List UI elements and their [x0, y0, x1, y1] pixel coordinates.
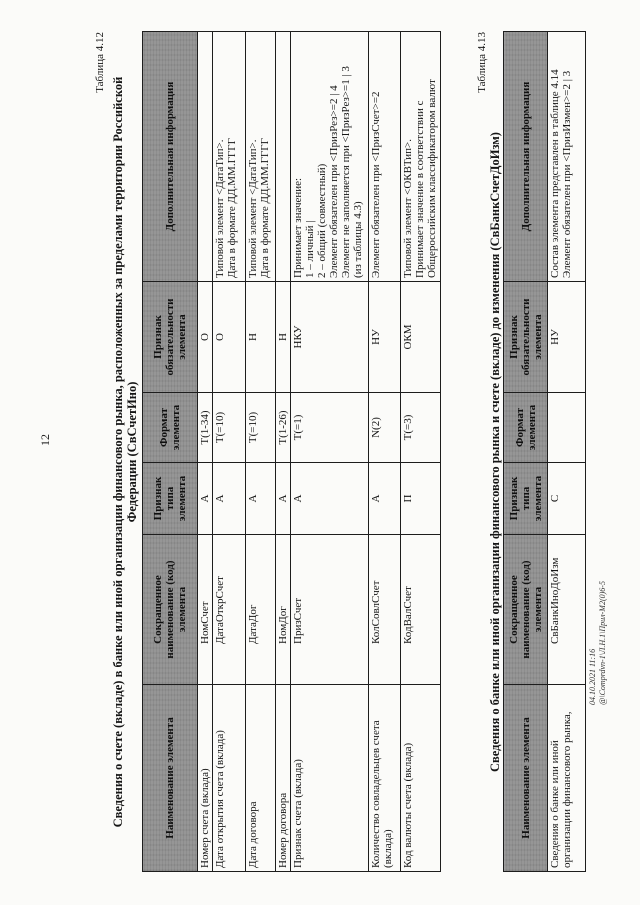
header-line: обязательности — [164, 298, 176, 376]
cell-line: Дата договора — [247, 801, 259, 868]
element-code-cell: НомДог — [276, 535, 291, 685]
element-name-cell — [198, 685, 213, 872]
cell-line: Принимает значение в соответствии с — [414, 100, 426, 278]
element-required-cell: ОКМ — [401, 282, 441, 393]
header-line: наименование (код) — [519, 560, 532, 659]
header-line: Наименование элемента — [164, 717, 176, 839]
cell-line: Типовой элемент <ОКВТип>. — [402, 138, 414, 278]
header-element-name — [504, 685, 548, 872]
element-info-cell — [246, 32, 276, 282]
table-row — [198, 32, 213, 872]
element-name-cell — [213, 685, 246, 872]
cell-line: организации финансового рынка, — [561, 711, 573, 868]
header-line: Признак — [152, 315, 164, 359]
element-required-cell: НУ — [369, 282, 401, 393]
element-format-cell: Т(1-34) — [198, 393, 213, 463]
element-type-cell: П — [401, 463, 441, 535]
title-line: Сведения о счете (вкладе) в банке или иной организации финансового рынка, расположенных за пределами территории Российской — [111, 76, 125, 828]
cell-line: Элемент обязателен при <ПризРез>=2 | 4 — [328, 85, 340, 278]
cell-line: Сведения о банке или иной — [549, 740, 561, 868]
header-element-type — [143, 463, 198, 535]
header-element-type — [504, 463, 548, 535]
header-line: типа — [164, 486, 176, 511]
table-4-13 — [503, 31, 586, 872]
table-row — [213, 32, 246, 872]
cell-line: Признак счета (вклада) — [292, 759, 304, 868]
table-row — [369, 32, 401, 872]
element-info-cell — [548, 32, 586, 282]
title-line: Федерации (СвСчетИно) — [125, 381, 139, 523]
header-line: элемента — [170, 404, 182, 451]
cell-line: Общероссийским классификатором валют — [426, 79, 438, 278]
cell-line: Дата в формате ДД.ММ.ГГГГ — [259, 137, 271, 278]
element-format-cell: Т(=10) — [213, 393, 246, 463]
cell-line: Код валюты счета (вклада) — [402, 742, 414, 868]
header-line: типа — [519, 486, 532, 511]
element-info-cell — [369, 32, 401, 282]
element-code-cell: НомСчет — [198, 535, 213, 685]
stamp-line: 04.10.2021 11:16 — [588, 648, 597, 705]
element-required-cell: О — [198, 282, 213, 393]
cell-line: Принимает значение: — [292, 177, 304, 278]
cell-line: (вклада) — [382, 829, 394, 868]
table-header-row — [504, 32, 548, 872]
element-type-cell: А — [246, 463, 276, 535]
cell-line: Номер договора — [277, 792, 289, 868]
title-line: Сведения о банке или иной организации финансового рынка и счете (вкладе) до изменения (СвБанкСчетДоИзм) — [488, 132, 502, 772]
stamp-line: @\Comprdvn-1\Л.Н.1\Прил-М2(0)6-5 — [598, 581, 607, 705]
element-name-cell — [246, 685, 276, 872]
element-code-cell: СвБанкИноДоИзм — [548, 535, 586, 685]
element-format-cell: N(2) — [369, 393, 401, 463]
table-row — [548, 32, 586, 872]
header-element-name — [143, 685, 198, 872]
element-code-cell: ДатаДог — [246, 535, 276, 685]
header-line: Дополнительная информация — [164, 81, 176, 232]
table-row — [246, 32, 276, 872]
header-line: элемента — [531, 586, 544, 633]
element-format-cell: Т(=10) — [246, 393, 276, 463]
element-name-cell — [291, 685, 369, 872]
header-line: Признак — [152, 476, 164, 521]
header-line: Признак — [507, 315, 520, 359]
table-row — [276, 32, 291, 872]
page-number: 12 — [38, 434, 52, 446]
element-required-cell: НКУ — [291, 282, 369, 393]
element-format-cell: Т(=3) — [401, 393, 441, 463]
header-line: элемента — [176, 314, 188, 360]
header-additional-info — [143, 32, 198, 282]
table-row — [291, 32, 369, 872]
element-code-cell: ДатаОткрСчет — [213, 535, 246, 685]
cell-line: Количество совладельцев счета — [370, 720, 382, 868]
header-line: элемента — [525, 404, 538, 451]
cell-line: Состав элемента представлен в таблице 4.14 — [549, 69, 561, 278]
element-type-cell: А — [291, 463, 369, 535]
cell-line: Элемент обязателен при <ПризИзмен>=2 | 3 — [561, 70, 573, 278]
cell-line: 1 – личный | — [304, 220, 316, 278]
cell-line: (из таблицы 4.3) — [352, 201, 364, 278]
table-title-4-12 — [111, 32, 139, 872]
element-type-cell: А — [369, 463, 401, 535]
header-line: Признак — [507, 476, 520, 521]
element-code-cell: КолСовлСчет — [369, 535, 401, 685]
cell-line: Дата открытия счета (вклада) — [214, 730, 226, 868]
table-caption-4-13: Таблица 4.13 — [476, 32, 488, 93]
header-line: элемента — [531, 475, 544, 522]
header-line: Дополнительная информация — [519, 81, 532, 232]
element-name-cell — [276, 685, 291, 872]
table-header-row — [143, 32, 198, 872]
element-name-cell — [401, 685, 441, 872]
element-type-cell: А — [213, 463, 246, 535]
header-element-format — [143, 393, 198, 463]
element-info-cell — [276, 32, 291, 282]
cell-line: Номер счета (вклада) — [199, 768, 211, 868]
header-line: Формат — [158, 408, 170, 447]
cell-line: Дата в формате ДД.ММ.ГГГГ — [226, 137, 238, 278]
header-line: Формат — [513, 408, 526, 447]
element-info-cell — [291, 32, 369, 282]
header-line: элемента — [531, 314, 544, 360]
table-caption-4-12: Таблица 4.12 — [94, 32, 106, 93]
header-element-code — [143, 535, 198, 685]
element-type-cell: А — [276, 463, 291, 535]
header-line: Наименование элемента — [519, 717, 532, 839]
table-4-12 — [142, 31, 441, 872]
element-format-cell: Т(=1) — [291, 393, 369, 463]
header-line: элемента — [176, 475, 188, 522]
element-required-cell: О — [213, 282, 246, 393]
element-required-cell: Н — [246, 282, 276, 393]
table-row — [401, 32, 441, 872]
element-name-cell — [369, 685, 401, 872]
header-element-required — [504, 282, 548, 393]
cell-line: Элемент не заполняется при <ПризРез>=1 | 3 — [340, 66, 352, 278]
element-type-cell: С — [548, 463, 586, 535]
header-element-format — [504, 393, 548, 463]
header-additional-info — [504, 32, 548, 282]
element-format-cell: Т(1-26) — [276, 393, 291, 463]
element-code-cell: ПризСчет — [291, 535, 369, 685]
cell-line: 2 – общий (совместный) — [316, 163, 328, 278]
element-type-cell: А — [198, 463, 213, 535]
header-line: наименование (код) — [164, 560, 176, 659]
element-required-cell: Н — [276, 282, 291, 393]
element-name-cell — [548, 685, 586, 872]
element-required-cell: НУ — [548, 282, 586, 393]
header-element-required — [143, 282, 198, 393]
header-line: элемента — [176, 586, 188, 633]
table-title-4-13 — [488, 32, 502, 872]
print-stamp — [588, 581, 608, 705]
header-line: Сокращенное — [507, 575, 520, 644]
cell-line: Типовой элемент <ДатаТип>. — [214, 139, 226, 278]
element-code-cell: КодВалСчет — [401, 535, 441, 685]
cell-line: Элемент обязателен при <ПризСчет>=2 — [370, 91, 382, 278]
cell-line: Типовой элемент <ДатаТип>. — [247, 139, 259, 278]
header-line: обязательности — [519, 298, 532, 376]
element-format-cell — [548, 393, 586, 463]
element-info-cell — [198, 32, 213, 282]
element-info-cell — [401, 32, 441, 282]
header-element-code — [504, 535, 548, 685]
header-line: Сокращенное — [152, 575, 164, 644]
element-info-cell — [213, 32, 246, 282]
